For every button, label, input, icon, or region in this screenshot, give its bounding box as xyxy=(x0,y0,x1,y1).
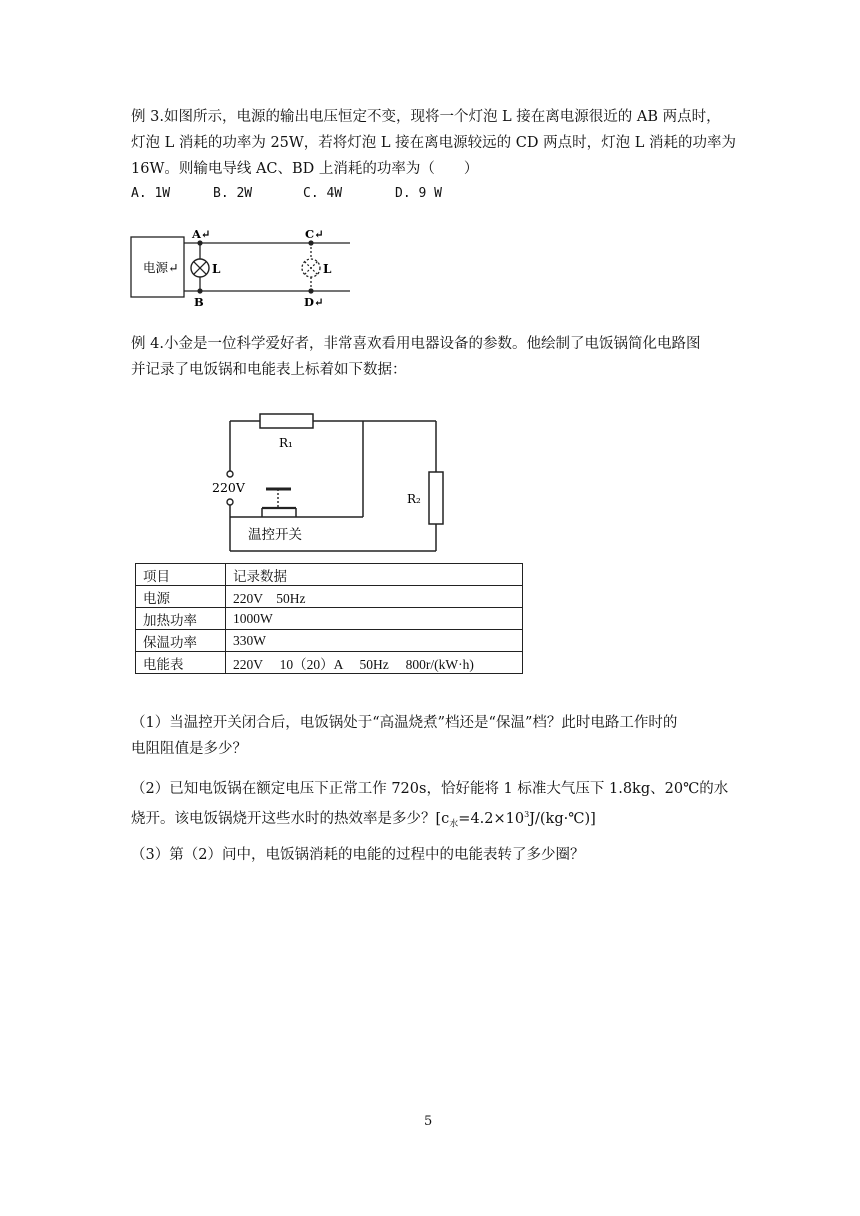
question-2-text-c: J/(kg·℃)] xyxy=(529,810,596,827)
ex4-text-line-1: 例 4.小金是一位科学爱好者，非常喜欢看用电器设备的参数。他绘制了电饭锅简化电路图 xyxy=(131,336,701,352)
lamp-near-icon xyxy=(191,259,209,277)
switch-label: 温控开关 xyxy=(248,527,302,543)
table-cell: 1000W xyxy=(226,608,523,630)
option-c: C. 4W xyxy=(303,186,343,201)
table-header-row xyxy=(136,564,523,586)
label-d: D↵ xyxy=(304,295,324,309)
table-header-cell: 记录数据 xyxy=(226,564,523,586)
label-c: C↵ xyxy=(305,227,324,241)
label-a: A↵ xyxy=(192,227,211,241)
table-cell: 保温功率 xyxy=(136,630,226,652)
label-b: B xyxy=(194,295,204,309)
ex3-text-line-2: 灯泡 L 消耗的功率为 25W，若将灯泡 L 接在离电源较远的 CD 两点时，灯泡 L 消耗的功率为 xyxy=(131,135,736,151)
terminal-top xyxy=(227,471,233,477)
option-b: B. 2W xyxy=(213,186,253,201)
table-row xyxy=(136,630,523,652)
resistor-r1 xyxy=(260,414,313,428)
question-2-text-a: 烧开。该电饭锅烧开这些水时的热效率是多少？[c xyxy=(131,810,450,827)
table-header-cell: 项目 xyxy=(136,564,226,586)
r1-label: R₁ xyxy=(279,436,293,450)
question-2-line-1: （2）已知电饭锅在额定电压下正常工作 720s，恰好能将 1 标准大气压下 1.8kg、20℃的水 xyxy=(131,781,729,797)
lamp-far-icon xyxy=(302,259,320,277)
r2-label: R₂ xyxy=(407,492,421,506)
table-cell: 电能表 xyxy=(136,652,226,674)
question-3: （3）第（2）问中，电饭锅消耗的电能的过程中的电能表转了多少圈？ xyxy=(131,847,585,863)
ex4-circuit-diagram xyxy=(200,405,450,555)
voltage-label: 220V xyxy=(212,480,245,495)
exponent: 3 xyxy=(524,810,530,819)
lamp-near-label: L xyxy=(212,262,221,276)
option-a: A. 1W xyxy=(131,186,171,201)
table-row xyxy=(136,608,523,630)
option-d: D. 9 W xyxy=(395,186,442,201)
water-subscript: 水 xyxy=(449,819,459,830)
resistor-r2 xyxy=(429,472,443,524)
table-cell: 电源 xyxy=(136,586,226,608)
ex3-circuit-diagram xyxy=(125,226,365,314)
thermostat-switch-icon xyxy=(262,489,296,517)
page-number: 5 xyxy=(424,1114,433,1129)
table-cell: 加热功率 xyxy=(136,608,226,630)
table-cell: 220V 50Hz xyxy=(226,586,523,608)
question-2-line-2 xyxy=(131,802,596,838)
question-1-line-1: （1）当温控开关闭合后，电饭锅处于“高温烧煮”档还是“保温”档？此时电路工作时的 xyxy=(131,715,678,731)
lamp-far-label: L xyxy=(323,262,332,276)
table-row xyxy=(136,652,523,674)
question-2-text-b: =4.2×10 xyxy=(458,810,525,827)
table-cell: 330W xyxy=(226,630,523,652)
record-table xyxy=(135,563,523,674)
table-cell: 220V 10（20）A 50Hz 800r/(kW·h) xyxy=(226,652,523,674)
power-source-label: 电源↵ xyxy=(143,260,179,275)
question-1-line-2: 电阻阻值是多少？ xyxy=(131,741,247,757)
terminal-bottom xyxy=(227,499,233,505)
table-row xyxy=(136,586,523,608)
ex3-text-line-1: 例 3.如图所示，电源的输出电压恒定不变，现将一个灯泡 L 接在离电源很近的 AB 两点时， xyxy=(131,109,721,125)
ex4-text-line-2: 并记录了电饭锅和电能表上标着如下数据： xyxy=(131,362,407,378)
ex3-text-line-3: 16W。则输电导线 AC、BD 上消耗的功率为（ ） xyxy=(131,161,479,177)
